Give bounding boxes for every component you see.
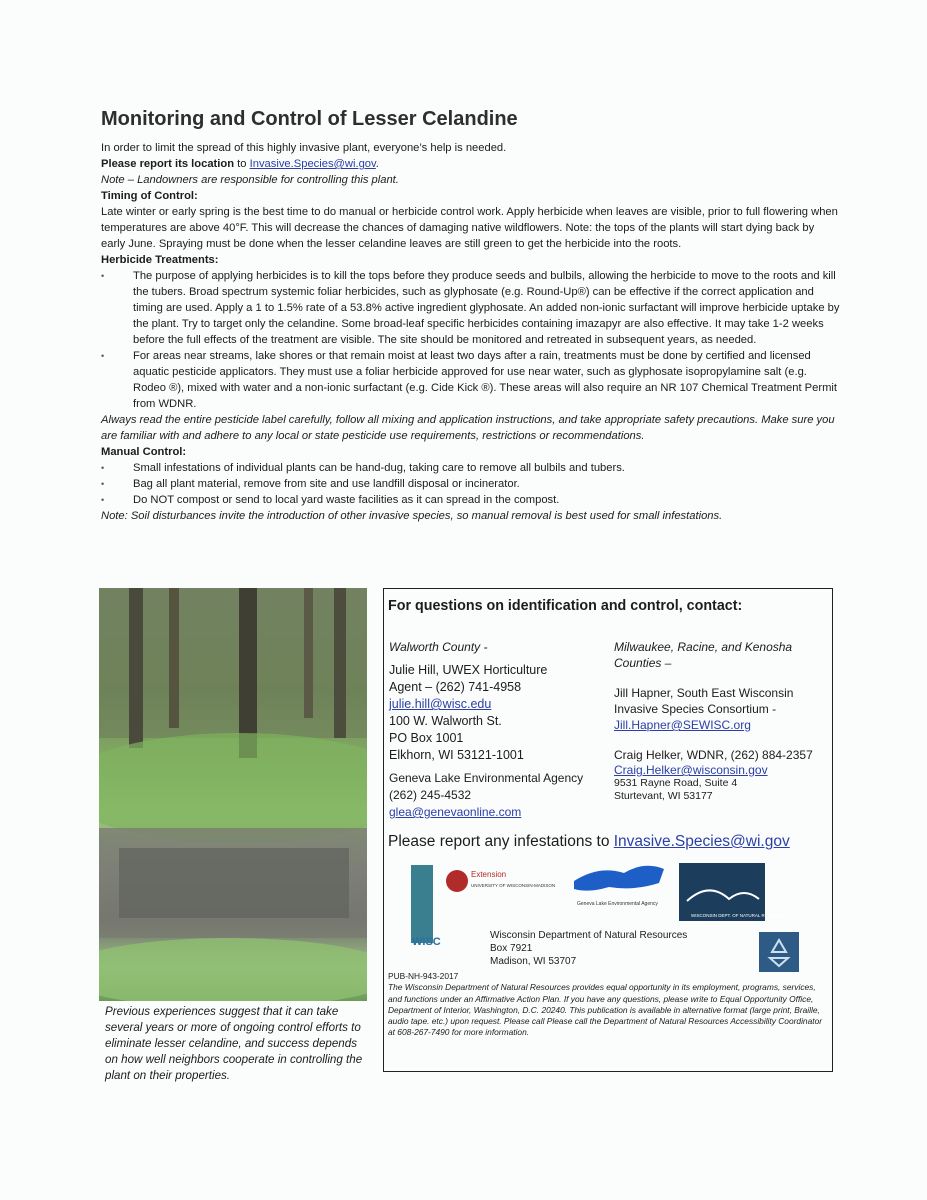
report-email-link[interactable]: Invasive.Species@wi.gov [249, 158, 376, 170]
manual-heading: Manual Control: [101, 446, 187, 458]
photo-illustration [99, 588, 367, 1001]
glea-phone: (262) 245-4532 [389, 788, 472, 802]
uw-crest-logo [446, 870, 468, 892]
herbicide-heading: Herbicide Treatments: [101, 254, 219, 266]
herbicide-list [101, 268, 841, 412]
list-item: • The purpose of applying herbicides is to kill the tops before they produce seeds and bulbils, allowing the herbicide to move to the roots and kill the tubers. Broad spectrum systemic foliar herbicides, such as glyphosate (e.g. Round-Up®) can be effective if the correct application and timing are used. Apply a 1 to 1.5% rate of a 53.8% active ingredient glyphosate. An added non-ionic surfactant will improve herbicide uptake by the plant. Try to target only the celandine. Some broad-leaf specific herbicides containing imazapyr are also effective. It may take 1-2 weeks before the full effects of the treatment are visible. The site should be monitored and retreated in subsequent years, as needed. [101, 268, 841, 348]
glea-email-link[interactable]: glea@genevaonline.com [389, 805, 522, 819]
dnr-address-city: Madison, WI 53707 [490, 956, 577, 967]
manual-list [101, 460, 841, 508]
pesticide-warning: Always read the entire pesticide label carefully, follow all mixing and application instructions, and take appropriate safety precautions. Make sure you are familiar with and adhere to any local or state pesticide use requirements, restrictions or recommendations. [101, 414, 835, 442]
walworth-email-link[interactable]: julie.hill@wisc.edu [389, 697, 492, 711]
glea-org: Geneva Lake Environmental Agency [389, 771, 584, 785]
walworth-county: Walworth County - [389, 640, 488, 654]
svg-text:UNIVERSITY OF WISCONSIN-MADISO: UNIVERSITY OF WISCONSIN-MADISON [471, 883, 556, 888]
report-prefix: Please report any infestations to [388, 833, 614, 850]
svg-text:Extension: Extension [471, 870, 507, 879]
forest-stream-photo [99, 588, 367, 1001]
eeo-statement: The Wisconsin Department of Natural Resources provides equal opportunity in its employment, programs, services, and functions under an Affirmative Action Plan. If you have any questions, please write to Equal Opportunity Office, Department of Interior, Washington, D.C. 20240. This publication is available in alternative format (large print, Braille, audio tape. etc.) upon request. Please call Please call the Department of Natural Resources Accessibility Coordinator at 608-267-7490 for more information. [388, 982, 823, 1038]
report-infestations-email-link[interactable]: Invasive.Species@wi.gov [613, 833, 790, 850]
pub-id: PUB-NH-943-2017 [388, 971, 459, 981]
svg-text:Geneva Lake Environmental Agen: Geneva Lake Environmental Agency [577, 901, 658, 907]
recycle-icon [759, 932, 799, 972]
list-item: • For areas near streams, lake shores or that remain moist at least two days after a rain, treatments must be done by certified and licensed aquatic pesticide applicators. They must use a foliar herbicide approved for use near water, such as glyphosate isopropylamine salt (e.g. Rodeo ®), mixed with water and a non-ionic surfactant (e.g. Cide Kick ®). These areas will also require an NR 107 Chemical Treatment Permit from WDNR. [101, 348, 841, 412]
timing-text: Late winter or early spring is the best time to do manual or herbicide control work. Apply herbicide when leaves are visible, prior to full flowering when temperatures are above 40°F. This will decrease the chances of damaging native wildflowers. Note: the tops of the plants will start dying back by early June. Spraying must be done when the lesser celandine leaves are still green to get the herbicide into the roots. [101, 206, 838, 250]
photo-caption: Previous experiences suggest that it can take several years or more of ongoing control efforts to eliminate lesser celandine, and success depends on how well neighbors cooperate in controlling the plant on their properties. [105, 1005, 363, 1082]
helker-street: 9531 Rayne Road, Suite 4 [614, 777, 738, 789]
hapner-name: Jill Hapner, South East Wisconsin Invasive Species Consortium - [614, 686, 794, 716]
dnr-address [490, 929, 687, 968]
publication-info [388, 971, 828, 1039]
report-line [101, 156, 841, 172]
landowner-note: Note – Landowners are responsible for controlling this plant. [101, 174, 399, 186]
walworth-name: Julie Hill, UWEX Horticulture [389, 663, 548, 677]
report-infestations [388, 833, 790, 851]
report-end: . [375, 158, 379, 170]
milwaukee-counties: Milwaukee, Racine, and Kenosha Counties – [614, 640, 793, 670]
glea-lake-logo [574, 866, 664, 891]
list-item: • Bag all plant material, remove from site and use landfill disposal or incinerator. [101, 476, 841, 492]
timing-heading: Timing of Control: [101, 190, 198, 202]
svg-text:WISC: WISC [412, 936, 441, 947]
walworth-contact [389, 639, 614, 821]
milwaukee-contact [614, 639, 829, 803]
walworth-street: 100 W. Walworth St. [389, 714, 502, 728]
walworth-box: PO Box 1001 [389, 731, 464, 745]
report-label: Please report its location [101, 158, 235, 170]
report-to: to [234, 158, 250, 170]
list-item: • Small infestations of individual plants can be hand-dug, taking care to remove all bulbils and tubers. [101, 460, 841, 476]
walworth-agent: Agent – (262) 741-4958 [389, 680, 522, 694]
contact-heading: For questions on identification and control, contact: [388, 598, 743, 614]
dnr-address-box: Box 7921 [490, 943, 533, 954]
intro-line: In order to limit the spread of this highly invasive plant, everyone’s help is needed. [101, 142, 507, 154]
helker-email-link[interactable]: Craig.Helker@wisconsin.gov [614, 763, 768, 777]
helker-city: Sturtevant, WI 53177 [614, 790, 713, 802]
dnr-address-name: Wisconsin Department of Natural Resources [490, 930, 688, 941]
page-title: Monitoring and Control of Lesser Celandine [101, 108, 518, 130]
helker-name: Craig Helker, WDNR, (262) 884-2357 [614, 748, 813, 762]
hapner-email-link[interactable]: Jill.Hapner@SEWISC.org [614, 718, 751, 732]
manual-note: Note: Soil disturbances invite the introduction of other invasive species, so manual removal is best used for small infestations. [101, 510, 723, 522]
main-text [101, 140, 841, 524]
walworth-city: Elkhorn, WI 53121-1001 [389, 748, 524, 762]
list-item: • Do NOT compost or send to local yard waste facilities as it can spread in the compost. [101, 492, 841, 508]
contact-box [383, 588, 833, 1072]
wisc-logo [411, 865, 433, 943]
svg-text:WISCONSIN DEPT. OF NATURAL RES: WISCONSIN DEPT. OF NATURAL RESOURCES [691, 913, 791, 918]
